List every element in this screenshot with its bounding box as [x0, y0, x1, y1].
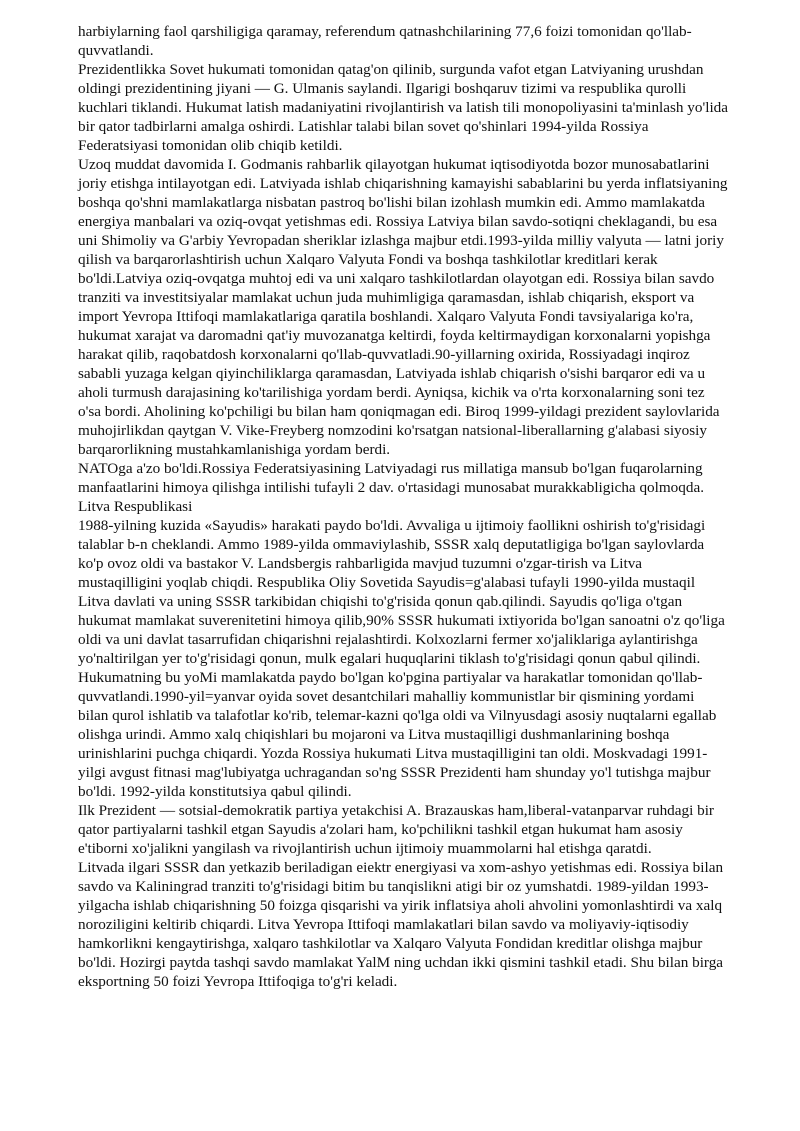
paragraph-lithuania-economy: Litvada ilgari SSSR dan yetkazib beriladigan eiektr energiyasi va xom-ashyo yetishmas edi. Rossiya bilan savdo va Kaliningrad tranziti to'g'risidagi bitim bu tanqislikni atigi bir oz yumshatdi. 1989-yildan 1993-yilgacha ishlab chiqarishning 50 foizga qisqarishi va yirik inflatsiya aholi ahvolini yomonlashtirdi va xalq noroziligini keltirib chiqardi. Litva Yevropa Ittifoqi mamlakatlari bilan savdo va moliyaviy-iqtisodiy hamkorlikni kengaytirishga, xalqaro tashkilotlar va Xalqaro Valyuta Fondidan kreditlar olishga majbur bo'ldi. Hozirgi paytda tashqi savdo mamlakat YalM ning uchdan ikki qismini tashkil etadi. Shu bilan birga eksportning 50 foizi Yevropa Ittifoqiga to'g'ri keladi. — [78, 859, 724, 990]
section-heading-lithuania: Litva Respublikasi — [78, 498, 193, 515]
paragraph-ulmanis: Prezidentlikka Sovet hukumati tomonidan qatag'on qilinib, surgunda vafot etgan Latviyaning urushdan oldingi prezidentining jiyani — G. Ulmanis saylandi. Ilgarigi boshqaruv tizimi va respublika qurolli kuchlari tiklandi. Hukumat latish madaniyatini rivojlantirish va latish tili monopoliyasini ta'minlash yo'lida bir qator tadbirlarni amalga oshirdi. Latishlar talabi bilan sovet qo'shinlari 1994-yilda Rossiya Federatsiyasi tomonidan olib chiqib ketildi. — [78, 61, 728, 154]
paragraph-brazauskas: Ilk Prezident — sotsial-demokratik partiya yetakchisi A. Brazauskas ham,liberal-vatanparvar ruhdagi bir qator partiyalarni tashkil etgan Sayudis a'zolari ham, ko'pchilikni tashkil etgan hukumat ham asosiy e'tiborni xo'jalikni yangilash va rivojlantirish uchun ijtimoiy muammolarni hal etishga qaratdi. — [78, 802, 714, 857]
paragraph-sayudis: 1988-yilning kuzida «Sayudis» harakati paydo bo'ldi. Avvaliga u ijtimoiy faollikni oshirish to'g'risidagi talablar b-n cheklandi. Ammo 1989-yilda ommaviylashib, SSSR xalq deputatligiga bo'lgan saylovlarda ko'p ovoz oldi va bastakor V. Landsbergis rahbarligida mavjud tuzumni o'zgar-tirish va Litva mustaqilligini yoqlab chiqdi. Respublika Oliy Sovetida Sayudis=g'alabasi tufayli 1990-yilda mustaqil Litva davlati va uning SSSR tarkibidan chiqishi to'g'risida qonun qab.qilindi. Sayudis qo'liga o'tgan hukumat mamlakat suverenitetini himoya qilib,90% SSSR hukumati ixtiyorida bo'lgan sanoatni o'z qo'liga oldi va uni davlat tasarrufidan chiqarishni rejalashtirdi. Kolxozlarni fermer xo'jaliklariga aylantirishga yo'naltirilgan yer to'g'risidagi qonun, mulk egalari huquqlarini tiklash to'g'risidagi qonun qabul qilindi. Hukumatning bu yoMi mamlakatda paydo bo'lgan ko'pgina partiyalar va harakatlar tomonidan qo'llab-quvvatlandi.1990-yil=yanvar oyida sovet desantchilari mahalliy kommunistlar bir qismining yordami bilan qurol ishlatib va talafotlar ko'rib, telemar-kazni qo'lga oldi va Vilnyusdagi asosiy nuqtalarni egallab olishga urindi. Ammo xalq chiqishlari bu mojaroni va Litva mustaqilligi dushmanlarining boshqa urinishlarini puchga chiqardi. Yozda Rossiya hukumati Litva mustaqilligini tan oldi. Moskvadagi 1991-yilgi avgust fitnasi mag'lubiyatga uchragandan so'ng SSSR Prezidenti ham shunday yo'l tutishga majbur bo'ldi. 1992-yilda konstitutsiya qabul qilindi. — [78, 517, 725, 800]
paragraph-nato: NATOga a'zo bo'ldi.Rossiya Federatsiyasining Latviyadagi rus millatiga mansub bo'lgan fuqarolarning manfaatlarini himoya qilishga intilishi tufayli 2 dav. o'rtasidagi munosabat murakkabligicha qolmoqda. — [78, 460, 704, 496]
paragraph-godmanis-economy: Uzoq muddat davomida I. Godmanis rahbarlik qilayotgan hukumat iqtisodiyotda bozor munosabatlarini joriy etishga intilayotgan edi. Latviyada ishlab chiqarishning kamayishi sabablarini bu yerda inflatsiyaning boshqa qo'shni mamlakatlarga nisbatan pastroq bo'lishi bilan izohlash mumkin edi. Ammo mamlakatda energiya manbalari va oziq-ovqat yetishmas edi. Rossiya Latviya bilan savdo-sotiqni cheklagandi, bu esa uni Shimoliy va G'arbiy Yevropadan sheriklar izlashga majbur etdi.1993-yilda milliy valyuta — latni joriy qilish va barqarorlashtirish uchun Xalqaro Valyuta Fondi va boshqa tashkilotlar kreditlari kerak bo'ldi.Latviya oziq-ovqatga muhtoj edi va uni xalqaro tashkilotlardan olayotgan edi. Rossiya bilan savdo tranziti va investitsiyalar mamlakat uchun juda muhimligiga qaramasdan, ishlab chiqarish, eksport va import Yevropa Ittifoqi mamlakatlariga qaratila boshlandi. Xalqaro Valyuta Fondi tavsiyalariga ko'ra, hukumat xarajat va daromadni qat'iy muvozanatga keltirdi, foyda keltirmaydigan korxonalarni yopishga harakat qilib, raqobatdosh korxonalarni qo'llab-quvvatladi.90-yillarning oxirida, Rossiyadagi inqiroz sababli yuzaga kelgan qiyinchiliklarga qaramasdan, Latviyada ishlab chiqarish o'sishi barqaror edi va u aholi turmush darajasining ko'tarilishiga yordam berdi. Ayniqsa, kichik va o'rta korxonalarning soni tez o'sa bordi. Aholining ko'pchiligi bu bilan ham qoniqmagan edi. Biroq 1999-yildagi prezident saylovlarida muhojirlikdan qaytgan V. Vike-Freyberg nomzodini ko'rsatgan natsional-liberallarning g'alabasi siyosiy barqarorlikning mustahkamlanishiga yordam berdi. — [78, 156, 728, 458]
document-page — [78, 22, 728, 991]
paragraph-referendum: harbiylarning faol qarshiligiga qaramay, referendum qatnashchilarining 77,6 foizi tomonidan qo'llab-quvvatlandi. — [78, 23, 692, 59]
